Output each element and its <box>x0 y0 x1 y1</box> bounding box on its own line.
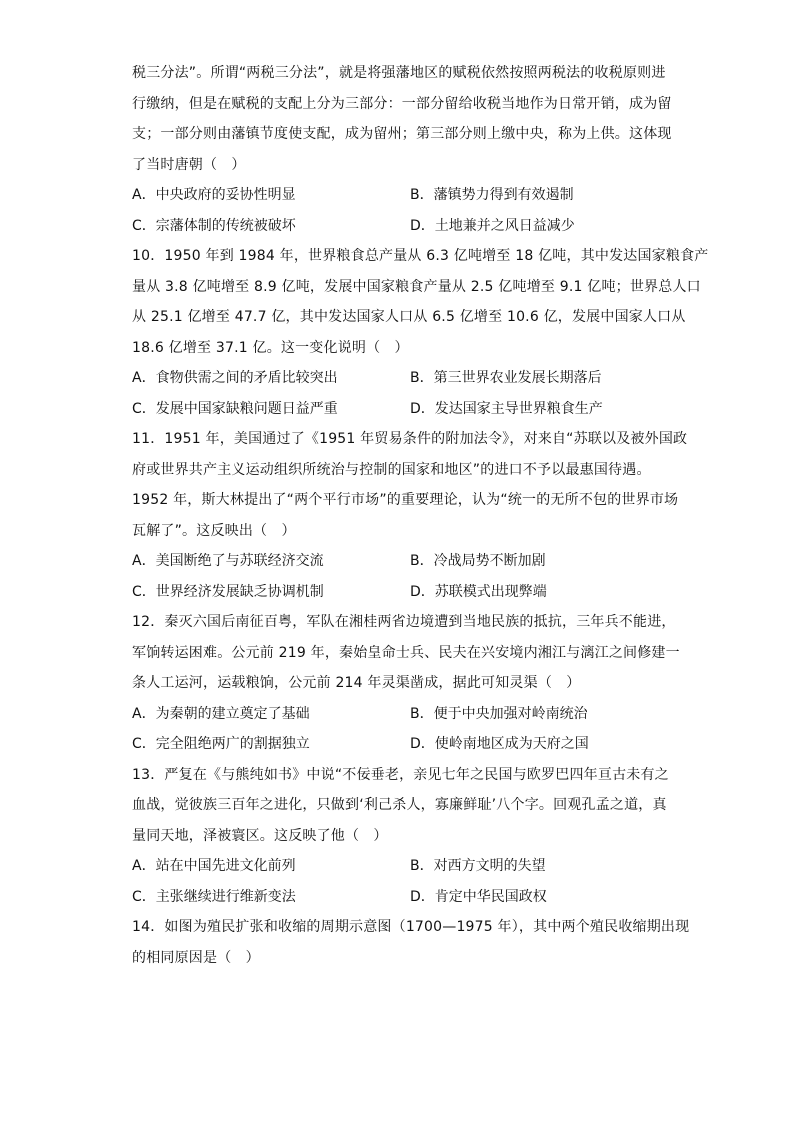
question-stem-line: 12．秦灭六国后南征百粤，军队在湘桂两省边境遭到当地民族的抵抗，三年兵不能进， <box>132 614 676 630</box>
question-stem-line: 量从 3.8 亿吨增至 8.9 亿吨，发展中国家粮食产量从 2.5 亿吨增至 9.1 亿吨；世界总人口 <box>132 278 701 295</box>
answer-option[interactable]: D．土地兼并之风日益减少 <box>410 217 575 234</box>
question-stem-line: 条人工运河，运载粮饷，公元前 214 年灵渠凿成，据此可知灵渠（ ） <box>132 675 581 691</box>
answer-option[interactable]: A．站在中国先进文化前列 <box>132 858 296 874</box>
question-block <box>132 607 680 760</box>
answer-option[interactable]: D．苏联模式出现弊端 <box>410 583 547 600</box>
answer-options-row <box>132 577 672 608</box>
answer-option[interactable]: A．美国断绝了与苏联经济交流 <box>132 553 324 569</box>
question-stem-line: 支；一部分则由藩镇节度使支配，成为留州；第三部分则上缴中央，称为上供。这体现 <box>132 126 672 142</box>
question-stem-line: 14．如图为殖民扩张和收缩的周期示意图（1700—1975 年），其中两个殖民收缩期出现 <box>132 919 690 935</box>
answer-options-row <box>132 546 672 577</box>
answer-option[interactable]: C．宗藩体制的传统被破坏 <box>132 217 296 234</box>
answer-option[interactable]: D．肯定中华民国政权 <box>410 888 547 905</box>
question-text <box>132 58 709 973</box>
question-stem-line: 瓦解了”。这反映出（ ） <box>132 522 296 539</box>
question-stem-line: 了当时唐朝（ ） <box>132 156 246 173</box>
answer-option[interactable]: A．食物供需之间的矛盾比较突出 <box>132 370 338 386</box>
question-stem-line: 量同天地，泽被寰区。这反映了他（ ） <box>132 827 388 844</box>
answer-option[interactable]: D．使岭南地区成为天府之国 <box>410 736 589 752</box>
answer-option[interactable]: C．主张继续进行维新变法 <box>132 888 296 905</box>
question-stem-line: 18.6 亿增至 37.1 亿。这一变化说明（ ） <box>132 339 409 356</box>
question-block <box>132 760 672 913</box>
answer-options-row <box>132 394 672 425</box>
question-stem-line: 血战，觉彼族三百年之进化，只做到‘利己杀人，寡廉鲜耻’八个字。回观孔孟之道，真 <box>132 797 667 813</box>
question-block <box>132 58 672 241</box>
answer-options-row <box>132 180 672 211</box>
question-stem-line: 10．1950 年到 1984 年，世界粮食总产量从 6.3 亿吨增至 18 亿吨，其中发达国家粮食产 <box>132 248 709 264</box>
answer-option[interactable]: B．第三世界农业发展长期落后 <box>410 370 602 386</box>
question-stem-line: 11．1951 年，美国通过了《1951 年贸易条件的附加法令》，对来自“苏联以及被外国政 <box>132 431 688 447</box>
answer-options-row <box>132 211 672 242</box>
answer-options-row <box>132 363 672 394</box>
answer-option[interactable]: C．发展中国家缺粮问题日益严重 <box>132 400 338 417</box>
answer-option[interactable]: B．藩镇势力得到有效遏制 <box>410 187 574 203</box>
answer-options-row <box>132 729 672 760</box>
answer-option[interactable]: A．为秦朝的建立奠定了基础 <box>132 705 310 722</box>
answer-options-row <box>132 882 672 913</box>
question-stem-line: 从 25.1 亿增至 47.7 亿，其中发达国家人口从 6.5 亿增至 10.6 亿，发展中国家人口从 <box>132 309 686 325</box>
question-stem-line: 的相同原因是（ ） <box>132 949 260 966</box>
question-block <box>132 912 690 973</box>
answer-option[interactable]: D．发达国家主导世界粮食生产 <box>410 400 603 417</box>
answer-option[interactable]: B．冷战局势不断加剧 <box>410 553 546 569</box>
question-stem-line: 军饷转运困难。公元前 219 年，秦始皇命士兵、民夫在兴安境内湘江与漓江之间修建一 <box>132 644 680 661</box>
answer-options-row <box>132 851 672 882</box>
question-block <box>132 424 688 607</box>
question-stem-line: 税三分法”。所谓“两税三分法”，就是将强藩地区的赋税依然按照两税法的收税原则进 <box>132 65 666 81</box>
answer-option[interactable]: A．中央政府的妥协性明显 <box>132 187 296 203</box>
question-stem-line: 行缴纳，但是在赋税的支配上分为三部分：一部分留给收税当地作为日常开销，成为留 <box>132 95 672 112</box>
answer-options-row <box>132 699 672 730</box>
answer-option[interactable]: C．完全阻绝两广的割据独立 <box>132 736 310 752</box>
answer-option[interactable]: B．对西方文明的失望 <box>410 858 546 874</box>
question-stem-line: 13．严复在《与熊纯如书》中说“不佞垂老，亲见七年之民国与欧罗巴四年亘古未有之 <box>132 766 669 783</box>
answer-option[interactable]: C．世界经济发展缺乏协调机制 <box>132 583 324 600</box>
question-block <box>132 241 709 424</box>
question-stem-line: 府或世界共产主义运动组织所统治与控制的国家和地区”的进口不予以最惠国待遇。 <box>132 461 651 478</box>
question-stem-line: 1952 年，斯大林提出了“两个平行市场”的重要理论，认为“统一的无所不包的世界市场 <box>132 492 679 508</box>
answer-option[interactable]: B．便于中央加强对岭南统治 <box>410 705 588 722</box>
